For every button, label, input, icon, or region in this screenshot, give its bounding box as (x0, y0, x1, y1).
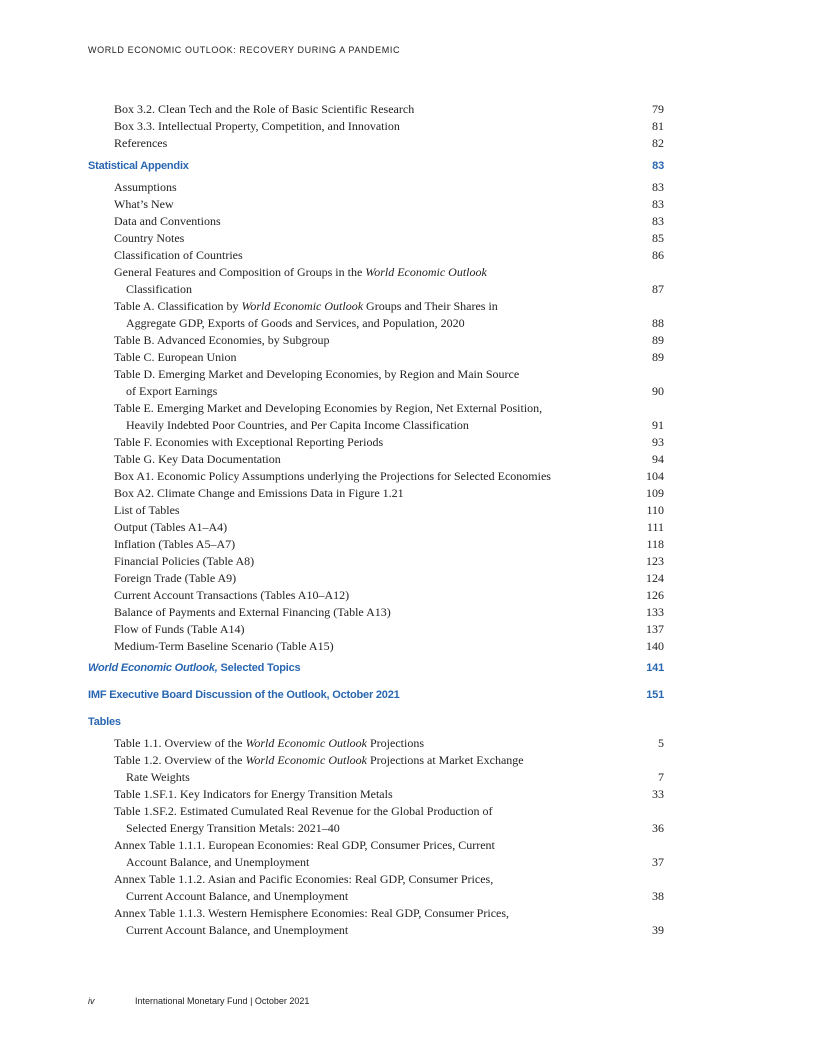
toc-entry[interactable] (88, 803, 664, 837)
toc-entry-page: 94 (652, 452, 664, 466)
toc-entry-title: Foreign Trade (Table A9) (114, 571, 237, 585)
toc-section-tables[interactable] (88, 714, 664, 731)
toc-entry-title-text: Table 1.2. Overview of the (114, 753, 246, 767)
page-footer (88, 996, 309, 1006)
toc-entry[interactable] (88, 298, 664, 332)
toc-entry-title-italic: World Economic Outlook (365, 265, 487, 279)
toc-entry-page: 90 (652, 384, 664, 398)
toc-entry[interactable] (88, 786, 664, 803)
toc-entry[interactable] (88, 101, 664, 118)
table-of-contents (88, 101, 664, 939)
toc-entry-title (114, 299, 498, 313)
toc-entry-title: Table E. Emerging Market and Developing Economies by Region, Net External Position, (114, 401, 543, 415)
toc-entry[interactable] (88, 638, 664, 655)
toc-section-title: Tables (88, 716, 121, 728)
toc-section-title-italic: World Economic Outlook, (88, 662, 218, 674)
toc-entry-title: What’s New (114, 197, 174, 211)
toc-entry[interactable] (88, 247, 664, 264)
toc-entry-title-text: Groups and Their Shares in (363, 299, 498, 313)
toc-entry[interactable] (88, 366, 664, 400)
toc-entry-page: 5 (658, 736, 664, 750)
toc-entry-title: Inflation (Tables A5–A7) (114, 537, 236, 551)
toc-entry[interactable] (88, 230, 664, 247)
toc-entry-title: Assumptions (114, 180, 177, 194)
toc-entry[interactable] (88, 837, 664, 871)
toc-entry-page: 111 (646, 520, 664, 534)
toc-section-selected-topics[interactable] (88, 660, 664, 677)
toc-entry[interactable] (88, 553, 664, 570)
toc-entry-page: 93 (652, 435, 664, 449)
toc-entry-title-text: General Features and Composition of Groups in the (114, 265, 366, 279)
toc-entry-title-continued: Account Balance, and Unemployment (126, 855, 310, 869)
toc-entry-page: 126 (646, 588, 664, 602)
toc-entry-title-text: Projections at Market Exchange (367, 753, 524, 767)
toc-entry-title-continued: Current Account Balance, and Unemployment (126, 889, 349, 903)
toc-entry-title: Annex Table 1.1.1. European Economies: Real GDP, Consumer Prices, Current (114, 838, 495, 852)
toc-entry[interactable] (88, 502, 664, 519)
toc-entry-title: Table C. European Union (114, 350, 237, 364)
toc-entry-page: 36 (652, 821, 664, 835)
toc-entry-page: 37 (652, 855, 664, 869)
page-folio: iv (88, 996, 95, 1006)
toc-entry-page: 123 (646, 554, 664, 568)
toc-entry-title (114, 753, 524, 767)
toc-entry[interactable] (88, 118, 664, 135)
toc-entry-title: Financial Policies (Table A8) (114, 554, 255, 568)
toc-entry-title-continued: Classification (126, 282, 192, 296)
toc-entry-title: Annex Table 1.1.2. Asian and Pacific Economies: Real GDP, Consumer Prices, (114, 872, 494, 886)
toc-entry-page: 83 (652, 214, 664, 228)
toc-entry[interactable] (88, 871, 664, 905)
toc-entry-title: Output (Tables A1–A4) (114, 520, 228, 534)
toc-entry-title: Balance of Payments and External Financing (Table A13) (114, 605, 391, 619)
toc-entry-title-text: Table A. Classification by (114, 299, 242, 313)
toc-entry[interactable] (88, 570, 664, 587)
toc-entry-page: 137 (646, 622, 664, 636)
toc-section-title: Statistical Appendix (88, 160, 189, 172)
toc-entry-title-continued: Rate Weights (126, 770, 190, 784)
toc-entry-title: Current Account Transactions (Tables A10–A12) (114, 588, 350, 602)
running-head: WORLD ECONOMIC OUTLOOK: RECOVERY DURING A PANDEMIC (88, 45, 401, 55)
toc-entry-page: 83 (652, 180, 664, 194)
toc-entry-title-italic: World Economic Outlook (245, 736, 367, 750)
toc-entry-title: Box A2. Climate Change and Emissions Data in Figure 1.21 (114, 486, 404, 500)
toc-entry[interactable] (88, 735, 664, 752)
toc-entry[interactable] (88, 332, 664, 349)
toc-entry-page: 79 (652, 102, 664, 116)
toc-entry-title-continued: Selected Energy Transition Metals: 2021–40 (126, 821, 340, 835)
toc-entry[interactable] (88, 905, 664, 939)
toc-section-title: IMF Executive Board Discussion of the Outlook, October 2021 (88, 689, 400, 701)
toc-entry-title: Table D. Emerging Market and Developing Economies, by Region and Main Source (114, 367, 520, 381)
toc-entry[interactable] (88, 604, 664, 621)
toc-entry[interactable] (88, 196, 664, 213)
toc-entry[interactable] (88, 451, 664, 468)
toc-entry-page: 104 (646, 469, 664, 483)
toc-entry-page: 110 (646, 503, 664, 517)
toc-entry-page: 7 (658, 770, 664, 784)
toc-section-page: 83 (652, 160, 664, 172)
toc-entry-title: Flow of Funds (Table A14) (114, 622, 245, 636)
toc-entry-title-italic: World Economic Outlook (245, 753, 367, 767)
toc-entry-page: 82 (652, 136, 664, 150)
toc-entry-title: Box 3.2. Clean Tech and the Role of Basic Scientific Research (114, 102, 415, 116)
toc-entry[interactable] (88, 536, 664, 553)
toc-entry-page: 81 (652, 119, 664, 133)
toc-entry-page: 86 (652, 248, 664, 262)
toc-section-title-text: Selected Topics (217, 662, 301, 674)
toc-entry[interactable] (88, 264, 664, 298)
toc-entry-title: References (114, 136, 168, 150)
toc-entry[interactable] (88, 621, 664, 638)
toc-entry-title-continued: Aggregate GDP, Exports of Goods and Services, and Population, 2020 (126, 316, 465, 330)
toc-entry[interactable] (88, 349, 664, 366)
toc-entry-title: List of Tables (114, 503, 180, 517)
toc-entry-page: 124 (646, 571, 664, 585)
toc-entry-title: Table 1.SF.2. Estimated Cumulated Real Revenue for the Global Production of (114, 804, 493, 818)
toc-entry-title: Annex Table 1.1.3. Western Hemisphere Economies: Real GDP, Consumer Prices, (114, 906, 510, 920)
toc-entry[interactable] (88, 135, 664, 152)
toc-entry[interactable] (88, 485, 664, 502)
toc-section-page: 151 (646, 689, 664, 701)
toc-entry[interactable] (88, 752, 664, 786)
toc-entry-page: 38 (652, 889, 664, 903)
toc-entry-title: Table F. Economies with Exceptional Reporting Periods (114, 435, 384, 449)
toc-entry-title-text: Projections (367, 736, 424, 750)
toc-entry-title-continued: Heavily Indebted Poor Countries, and Per Capita Income Classification (126, 418, 469, 432)
toc-entry-page: 89 (652, 333, 664, 347)
toc-entry-title-continued: Current Account Balance, and Unemployment (126, 923, 349, 937)
toc-entry[interactable] (88, 468, 664, 485)
footer-publisher: International Monetary Fund | October 2021 (135, 996, 310, 1006)
toc-entry[interactable] (88, 519, 664, 536)
toc-entry-page: 87 (652, 282, 664, 296)
toc-entry-title-continued: of Export Earnings (126, 384, 218, 398)
toc-entry-title: Classification of Countries (114, 248, 243, 262)
toc-entry-page: 109 (646, 486, 664, 500)
toc-entry-title: Box A1. Economic Policy Assumptions underlying the Projections for Selected Economies (114, 469, 551, 483)
toc-entry[interactable] (88, 434, 664, 451)
toc-entry-title: Table 1.SF.1. Key Indicators for Energy Transition Metals (114, 787, 393, 801)
toc-entry-title: Box 3.3. Intellectual Property, Competition, and Innovation (114, 119, 400, 133)
toc-entry-title: Data and Conventions (114, 214, 221, 228)
toc-entry-page: 88 (652, 316, 664, 330)
toc-section-statistical-appendix[interactable] (88, 158, 664, 175)
toc-section-title (88, 662, 300, 674)
toc-entry-page: 91 (652, 418, 664, 432)
toc-entry-page: 39 (652, 923, 664, 937)
toc-entry-page: 89 (652, 350, 664, 364)
toc-section-board-discussion[interactable] (88, 687, 664, 704)
toc-entry-title: Country Notes (114, 231, 185, 245)
toc-entry-title-text: Table 1.1. Overview of the (114, 736, 246, 750)
toc-entry-page: 33 (652, 787, 664, 801)
toc-entry-page: 83 (652, 197, 664, 211)
toc-entry-page: 140 (646, 639, 664, 653)
toc-entry[interactable] (88, 213, 664, 230)
toc-entry-page: 133 (646, 605, 664, 619)
toc-entry-title (114, 265, 487, 279)
toc-entry-title: Medium-Term Baseline Scenario (Table A15) (114, 639, 334, 653)
toc-entry[interactable] (88, 400, 664, 434)
toc-entry-title (114, 736, 424, 750)
toc-entry-page: 118 (646, 537, 664, 551)
toc-entry-page: 85 (652, 231, 664, 245)
toc-entry-title-italic: World Economic Outlook (241, 299, 364, 313)
toc-entry-title: Table G. Key Data Documentation (114, 452, 281, 466)
toc-entry[interactable] (88, 179, 664, 196)
toc-entry[interactable] (88, 587, 664, 604)
toc-section-page: 141 (646, 662, 664, 674)
toc-entry-title: Table B. Advanced Economies, by Subgroup (114, 333, 330, 347)
